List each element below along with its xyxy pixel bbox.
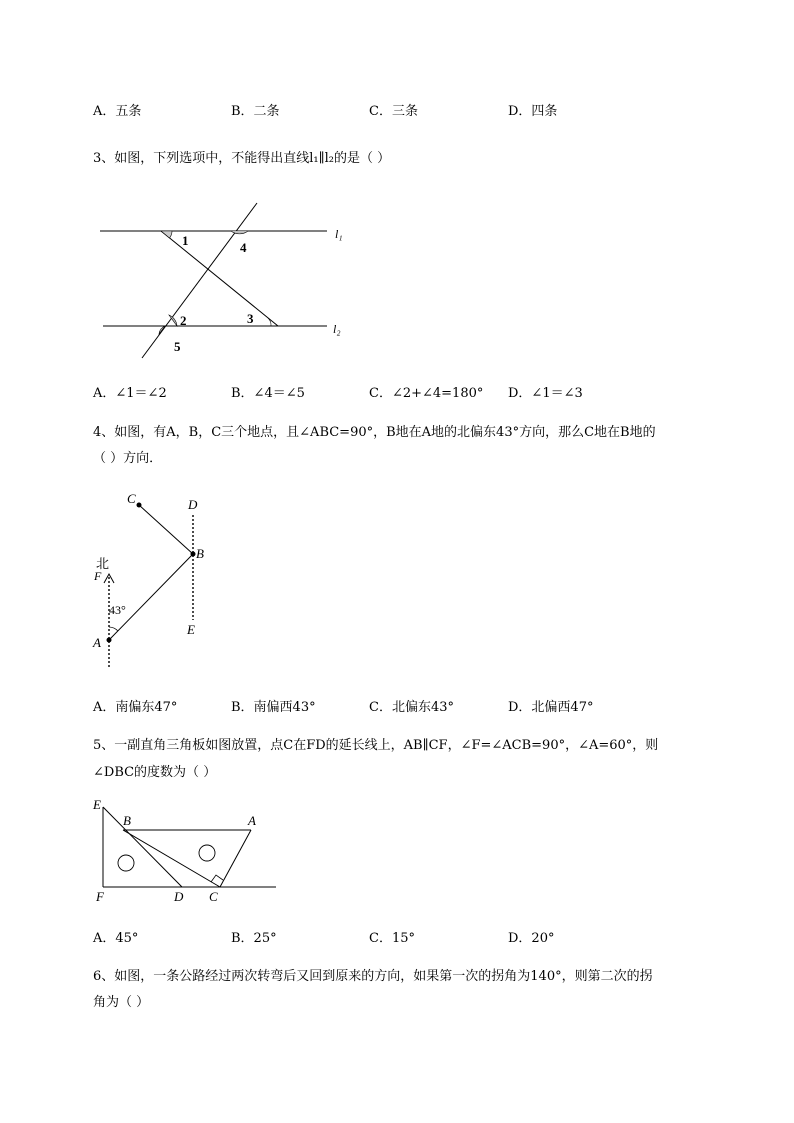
q3-angle-2: 2 [180,313,187,328]
q4-label-d: D [188,497,198,512]
q5-label-a: A [248,813,256,828]
q2-option-d: D．四条 [508,104,558,119]
q3-option-d: D．∠1＝∠3 [508,386,583,401]
q3-line-l1: l₁ [335,227,343,241]
q4-label-north: 北 [96,556,110,571]
q5-label-d: D [174,889,184,904]
q3-angle-4: 4 [240,240,247,255]
q3-angle-1: 1 [182,233,189,248]
q4-figure [90,490,220,670]
q5-option-a: A．45° [93,931,139,946]
q4-label-f: F [94,569,102,583]
q4-question-line2: （ ）方向． [93,451,163,466]
q3-question: 3、如图，下列选项中，不能得出直线l₁∥l₂的是（ ） [93,151,391,166]
q6-question-line1: 6、如图，一条公路经过两次转弯后又回到原来的方向，如果第一次的拐角为140°，则第二次的拐 [93,969,653,984]
q5-question-line2: ∠DBC的度数为（ ） [93,765,217,780]
q2-option-b: B．二条 [231,104,280,119]
q2-option-c: C．三条 [369,104,418,119]
q6-question-line2: 角为（ ） [93,995,150,1010]
q4-option-a: A．南偏东47° [93,700,178,715]
q3-option-b: B．∠4＝∠5 [231,386,305,401]
q4-option-b: B．南偏西43° [231,700,316,715]
q5-question-line1: 5、一副直角三角板如图放置，点C在FD的延长线上，AB∥CF，∠F=∠ACB=90°，∠A=60°，则 [93,738,659,753]
q5-option-c: C．15° [369,931,415,946]
q5-label-f: F [96,889,104,904]
q3-angle-5: 5 [174,339,181,354]
q5-figure [90,795,280,910]
q3-figure [95,195,355,365]
q5-option-b: B．25° [231,931,277,946]
q2-option-a: A．五条 [93,104,142,119]
q4-option-d: D．北偏西47° [508,700,594,715]
q3-angle-3: 3 [247,311,254,326]
q4-option-c: C．北偏东43° [369,700,454,715]
q4-label-b: B [196,546,204,561]
q3-option-a: A．∠1＝∠2 [93,386,167,401]
q5-label-e: E [93,797,101,812]
q5-label-c: C [209,889,218,904]
q3-option-c: C．∠2+∠4=180° [369,386,484,401]
q4-question-line1: 4、如图，有A，B，C三个地点，且∠ABC=90°，B地在A地的北偏东43°方向，那么C地在B地的 [93,425,656,440]
q4-label-a: A [93,635,101,650]
q4-angle-43: 43° [109,603,126,617]
q5-option-d: D．20° [508,931,555,946]
q3-line-l2: l₂ [333,322,341,336]
q4-label-e: E [187,622,195,637]
q4-label-c: C [127,491,136,506]
q5-label-b: B [123,813,131,828]
